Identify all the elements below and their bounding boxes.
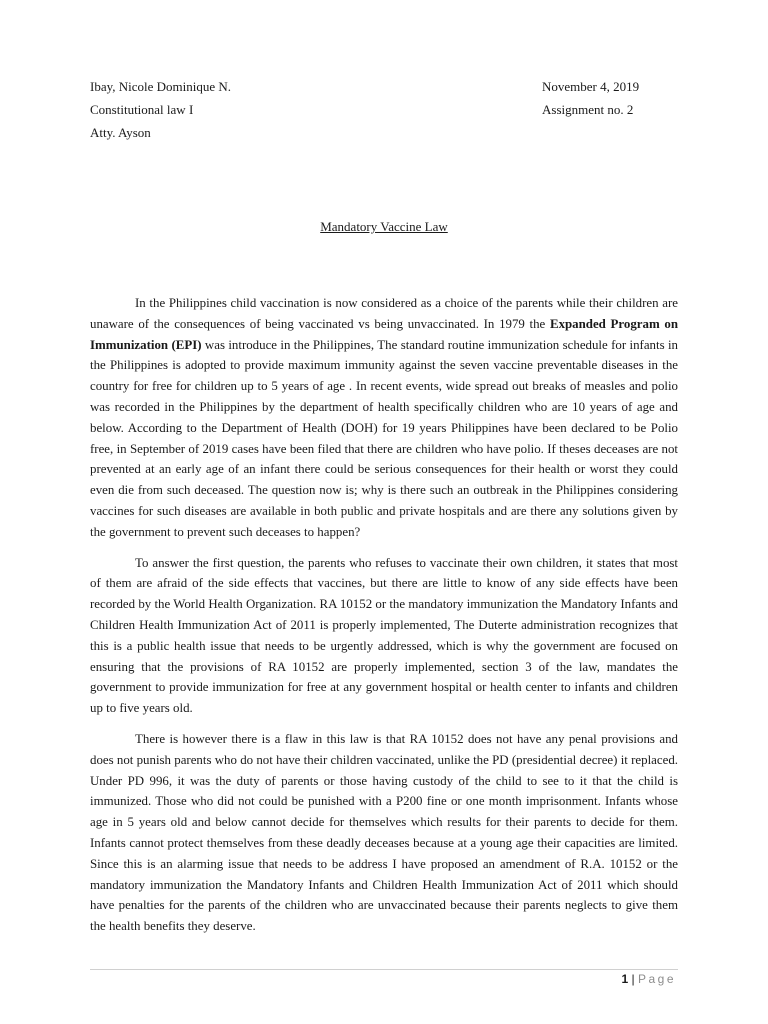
author-name: Ibay, Nicole Dominique N. — [90, 79, 232, 94]
paragraph-1-start: In the Philippines child vaccination is now considered as a choice of the parents while their children are unaware of the consequences of being vaccinated vs being unvaccinated. In 1979 the — [90, 296, 678, 331]
header-row-2 — [90, 102, 690, 118]
paragraph-1-bold: Expanded Program on Immunization (EPI) — [90, 316, 678, 352]
footer-separator: | — [631, 972, 635, 986]
page-footer — [621, 972, 676, 986]
paragraph-1-end: was introduce in the Philippines, The standard routine immunization schedule for infants in the Philippines is adopted to provide maximum immunity against the seven vaccine preventable diseases in the country for free for children up to 5 years of age . In recent events, wide spread out breaks of measles and polio was recorded in the Philippines by the department of health specifically children who are 10 years of age and below. According to the Department of Health (DOH) for 19 years Philippines have been declared to be Polio free, in September of 2019 cases have been filed that there are children who have polio. If theses deceases are not prevented at an early age of an infant there could be serious consequences for their health or worst they could even die from such deceased. The question now is; why is there such an outbreak in the Philippines considering vaccines for such diseases are available in both public and private hospitals and are there any solutions given by the government to prevent such deceases to happen? — [90, 337, 679, 539]
document-body — [90, 293, 678, 947]
page-number: 1 — [621, 972, 629, 986]
header-row-3 — [90, 125, 690, 141]
instructor-name: Atty. Ayson — [90, 125, 151, 140]
course-name: Constitutional law I — [90, 102, 194, 117]
paragraph-1 — [90, 293, 678, 543]
page-label: Page — [637, 972, 676, 986]
paragraph-3: There is however there is a flaw in this law is that RA 10152 does not have any penal provisions and does not punish parents who do not have their children vaccinated, unlike the PD (presidential decree) it replaced. Under PD 996, it was the duty of parents or those having custody of the child to see to it that the child is immunized. Those who did not could be punished with a P200 fine or one month imprisonment. Infants whose age in 5 years old and below cannot decide for themselves which results for their parents to decide for them. Infants cannot protect themselves from these deadly deceases because at a young age their capacities are limited. Since this is an alarming issue that needs to be address I have proposed an amendment of R.A. 10152 or the mandatory immunization the Mandatory Infants and Children Health Immunization Act of 2011 which should have penalties for the parents of the children who are unvaccinated because their parents neglects to give them the health benefits they deserve. — [90, 731, 678, 934]
footer-divider — [90, 969, 678, 970]
assignment-number: Assignment no. 2 — [542, 102, 634, 117]
submission-date: November 4, 2019 — [542, 79, 640, 94]
header-row-1 — [90, 79, 690, 95]
document-title: Mandatory Vaccine Law — [320, 219, 448, 234]
paragraph-2: To answer the first question, the parents who refuses to vaccinate their own children, it states that most of them are afraid of the side effects that vaccines, but there are little to know of any side effects have been recorded by the World Health Organization. RA 10152 or the mandatory immunization the Mandatory Infants and Children Health Immunization Act of 2011 is properly implemented, The Duterte administration recognizes that this is a public health issue that needs to be urgently addressed, which is why the government are focused on ensuring that the provisions of RA 10152 are properly implemented, section 3 of the law, mandates the government to provide immunization for free at any government hospital or health center to infants and children up to five years old. — [90, 555, 678, 716]
